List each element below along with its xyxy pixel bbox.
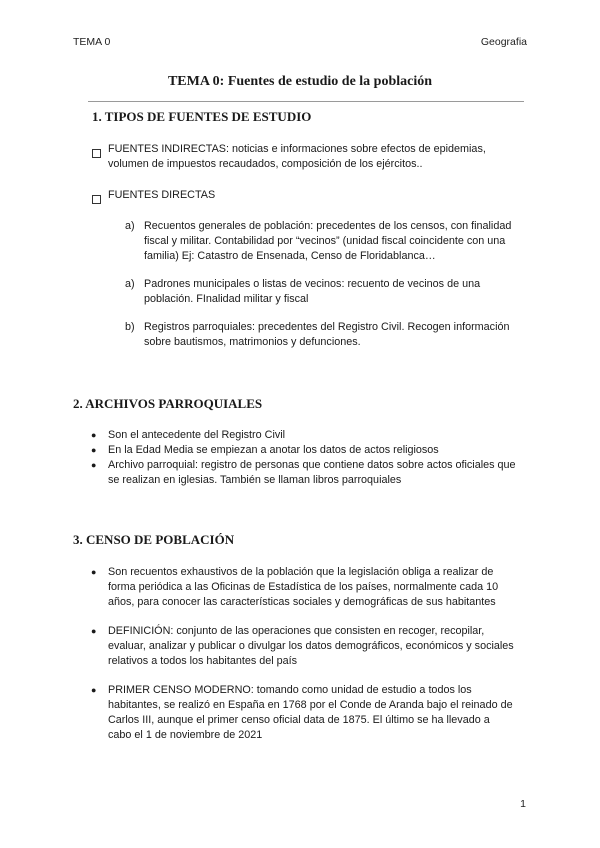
- text-line: Carlos III, aunque el primer censo oficial data de 1875. El último se ha llevado a: [108, 714, 490, 726]
- text-line: FUENTES INDIRECTAS: noticias e informaciones sobre efectos de epidemias,: [108, 143, 486, 155]
- section-2-heading: 2. ARCHIVOS PARROQUIALES: [73, 396, 263, 411]
- header-left: TEMA 0: [73, 36, 111, 48]
- checkbox-indirectas: [92, 145, 101, 163]
- text-line: Son recuentos exhaustivos de la población que la legislación obliga a realizar de: [108, 566, 494, 578]
- list-item: [144, 277, 480, 307]
- list-item: En la Edad Media se empiezan a anotar los datos de actos religiosos: [108, 444, 439, 456]
- indirectas-text: [108, 142, 486, 172]
- list-item: [108, 565, 498, 610]
- text-line: se realizan en iglesias. También se llaman libros parroquiales: [108, 474, 402, 486]
- list-item: Son el antecedente del Registro Civil: [108, 429, 286, 441]
- list-item: [144, 320, 509, 350]
- section-1-heading: 1. TIPOS DE FUENTES DE ESTUDIO: [92, 109, 312, 124]
- text-line: población. FInalidad militar y fiscal: [144, 293, 309, 305]
- text-line: fiscal y militar. Contabilidad por “vecinos” (unidad fiscal coincidente con una: [144, 235, 506, 247]
- checkbox-directas: [92, 191, 101, 209]
- directas-text: FUENTES DIRECTAS: [108, 189, 216, 201]
- text-line: DEFINICIÓN: conjunto de las operaciones que consisten en recoger, recopilar,: [108, 625, 485, 637]
- list-item: [108, 683, 513, 743]
- item-marker: b): [125, 321, 135, 333]
- bullet-icon: ●: [91, 626, 97, 636]
- text-line: sobre bautismos, matrimonios y defunciones.: [144, 336, 361, 348]
- text-line: Recuentos generales de población: precedentes de los censos, con finalidad: [144, 220, 512, 232]
- title-divider: [88, 101, 524, 102]
- list-item: [144, 219, 511, 264]
- list-item: [108, 458, 516, 488]
- item-marker: a): [125, 220, 135, 232]
- bullet-icon: ●: [91, 685, 97, 695]
- text-line: habitantes, se realizó en España en 1768 por el Conde de Aranda bajo el reinado de: [108, 699, 513, 711]
- page-title: TEMA 0: Fuentes de estudio de la población: [167, 74, 433, 89]
- page-number: 1: [520, 798, 526, 810]
- text-line: cabo el 1 de noviembre de 2021: [108, 729, 263, 741]
- checkbox-icon: [92, 149, 101, 158]
- text-line: Padrones municipales o listas de vecinos: recuento de vecinos de una: [144, 278, 481, 290]
- list-item: [108, 624, 514, 669]
- header-right: Geografia: [480, 36, 527, 48]
- text-line: volumen de impuestos recaudados, composición de los ejércitos..: [108, 158, 423, 170]
- text-line: PRIMER CENSO MODERNO: tomando como unidad de estudio a todos los: [108, 684, 472, 696]
- bullet-icon: ●: [91, 430, 97, 440]
- text-line: relativos a todos los habitantes del país: [108, 655, 298, 667]
- text-line: años, para conocer las características sociales y demográficas de sus habitantes: [108, 596, 496, 608]
- section-3-heading: 3. CENSO DE POBLACIÓN: [73, 532, 235, 547]
- text-line: Archivo parroquial: registro de personas que contiene datos sobre actos oficiales que: [108, 459, 516, 471]
- text-line: forma periódica a las Oficinas de Estadística de los países, normalmente cada 10: [108, 581, 499, 593]
- bullet-icon: ●: [91, 460, 97, 470]
- bullet-icon: ●: [91, 445, 97, 455]
- bullet-icon: ●: [91, 567, 97, 577]
- text-line: evaluar, analizar y publicar o divulgar los datos demográficos, económicos y sociales: [108, 640, 514, 652]
- item-marker: a): [125, 278, 135, 290]
- text-line: Registros parroquiales: precedentes del Registro Civil. Recogen información: [144, 321, 510, 333]
- checkbox-icon: [92, 195, 101, 204]
- text-line: familia) Ej: Catastro de Ensenada, Censo de Floridablanca…: [144, 250, 436, 262]
